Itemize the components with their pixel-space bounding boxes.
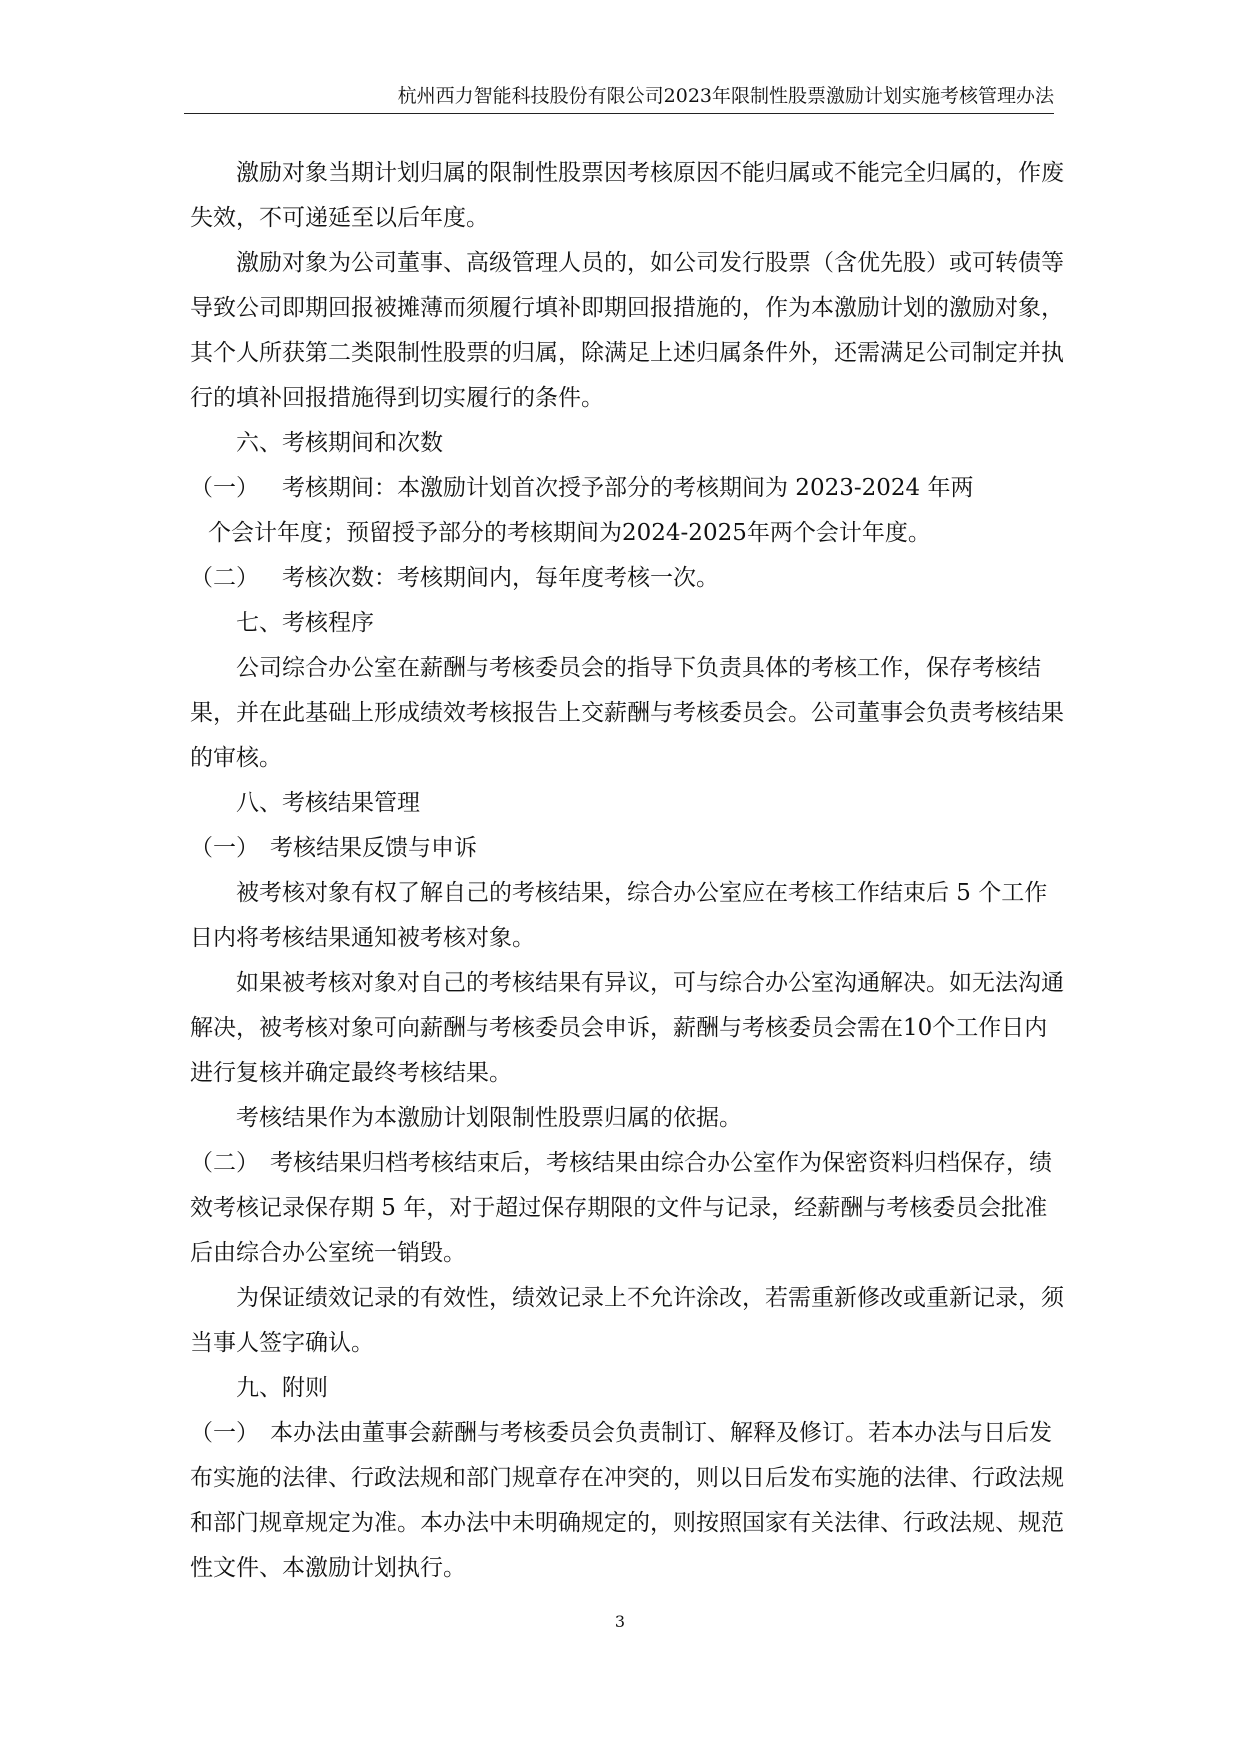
document-body [190,151,1070,1591]
clause-marker: （二） [190,565,259,591]
clause-text: 考核结果反馈与申诉 [270,835,477,861]
paragraph-result-notice: 被考核对象有权了解自己的考核结果，综合办公室应在考核工作结束后 5 个工作日内将考核结果通知被考核对象。 [190,880,1048,951]
section-heading-9: 九、附则 [236,1375,328,1401]
clause-text: 考核次数：考核期间内，每年度考核一次。 [282,565,719,591]
paragraph-basis: 考核结果作为本激励计划限制性股票归属的依据。 [236,1105,742,1131]
page-number: 3 [614,1612,626,1631]
paragraph-record-validity: 为保证绩效记录的有效性，绩效记录上不允许涂改，若需重新修改或重新记录，须当事人签字确认。 [190,1285,1064,1356]
paragraph-director-condition: 激励对象为公司董事、高级管理人员的，如公司发行股票（含优先股）或可转债等导致公司即期回报被摊薄而须履行填补即期回报措施的，作为本激励计划的激励对象，其个人所获第二类限制性股票的归属，除满足上述归属条件外，还需满足公司制定并执行的填补回报措施得到切实履行的条件。 [190,250,1064,411]
section-heading-6: 六、考核期间和次数 [236,430,443,456]
clause-8-1 [190,826,1070,871]
document-header: 杭州西力智能科技股份有限公司2023年限制性股票激励计划实施考核管理办法 [397,85,1054,107]
paragraph-appeal: 如果被考核对象对自己的考核结果有异议，可与综合办公室沟通解决。如无法沟通解决，被考核对象可向薪酬与考核委员会申诉，薪酬与考核委员会需在10个工作日内进行复核并确定最终考核结果。 [190,970,1064,1086]
paragraph-forfeiture: 激励对象当期计划归属的限制性股票因考核原因不能归属或不能完全归属的，作废失效，不可递延至以后年度。 [190,160,1064,231]
clause-marker: （一） [190,475,259,501]
clause-marker: （二） [190,1150,259,1176]
clause-marker: （一） [190,1420,259,1446]
header-divider [184,113,1054,114]
clause-6-1 [190,466,1070,556]
clause-marker: （一） [190,835,259,861]
clause-text-continued: 个会计年度；预留授予部分的考核期间为2024-2025年两个会计年度。 [208,520,931,546]
clause-text: 本办法由董事会薪酬与考核委员会负责制订、解释及修订。若本办法与日后发布实施的法律、行政法规和部门规章存在冲突的，则以日后发布实施的法律、行政法规和部门规章规定为准。本办法中未明确规定的，则按照国家有关法律、行政法规、规范性文件、本激励计划执行。 [190,1420,1064,1581]
section-heading-8: 八、考核结果管理 [236,790,420,816]
clause-9-1 [190,1411,1070,1591]
clause-8-2 [190,1141,1070,1276]
clause-6-2 [190,556,1070,601]
clause-text: 考核结果归档考核结束后，考核结果由综合办公室作为保密资料归档保存，绩效考核记录保存期 5 年，对于超过保存期限的文件与记录，经薪酬与考核委员会批准后由综合办公室统一销毁。 [190,1150,1052,1266]
clause-text: 考核期间：本激励计划首次授予部分的考核期间为 2023-2024 年两 [282,475,974,501]
section-heading-7: 七、考核程序 [236,610,374,636]
paragraph-assessment-procedure: 公司综合办公室在薪酬与考核委员会的指导下负责具体的考核工作，保存考核结果，并在此基础上形成绩效考核报告上交薪酬与考核委员会。公司董事会负责考核结果的审核。 [190,655,1064,771]
